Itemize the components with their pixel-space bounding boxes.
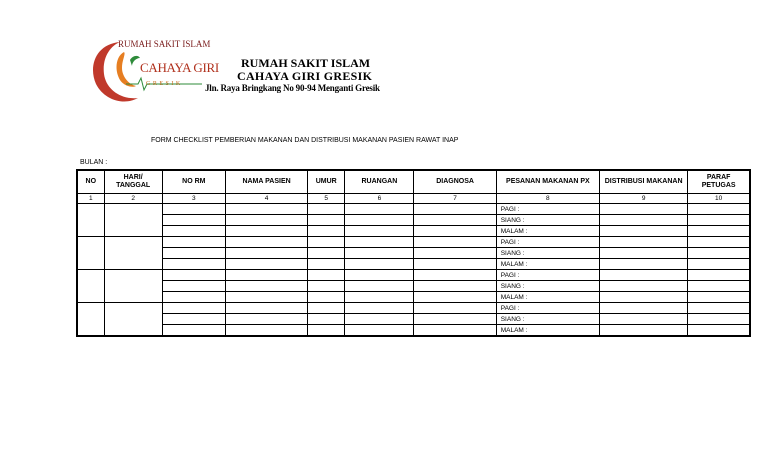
table-cell[interactable]: [308, 248, 345, 259]
meal-order-cell[interactable]: MALAM :: [496, 259, 599, 270]
table-cell[interactable]: [600, 270, 688, 281]
table-cell[interactable]: [345, 270, 414, 281]
hospital-address: Jln. Raya Bringkang No 90-94 Menganti Gresik: [205, 83, 380, 93]
table-cell[interactable]: [225, 259, 307, 270]
hospital-subname: CAHAYA GIRI GRESIK: [237, 69, 373, 83]
table-row: [77, 292, 750, 303]
table-cell[interactable]: [308, 270, 345, 281]
table-cell[interactable]: [162, 303, 225, 314]
table-cell[interactable]: [688, 226, 750, 237]
table-cell[interactable]: [162, 281, 225, 292]
column-number: 8: [496, 194, 599, 204]
table-cell[interactable]: [162, 270, 225, 281]
table-cell[interactable]: [308, 259, 345, 270]
table-cell[interactable]: [162, 226, 225, 237]
checklist-table: [76, 169, 751, 337]
table-cell[interactable]: [225, 325, 307, 337]
column-header: DISTRIBUSI MAKANAN: [600, 170, 688, 194]
table-cell[interactable]: [225, 303, 307, 314]
table-cell[interactable]: [162, 292, 225, 303]
table-cell[interactable]: [162, 215, 225, 226]
table-cell[interactable]: [308, 204, 345, 215]
column-header: PARAF PETUGAS: [688, 170, 750, 194]
table-cell[interactable]: [104, 237, 162, 270]
table-cell[interactable]: [414, 259, 496, 270]
meal-order-cell[interactable]: SIANG :: [496, 314, 599, 325]
meal-order-cell[interactable]: PAGI :: [496, 270, 599, 281]
table-cell[interactable]: [688, 248, 750, 259]
table-cell[interactable]: [688, 270, 750, 281]
table-cell[interactable]: [308, 325, 345, 337]
logo-text-hospital: RUMAH SAKIT ISLAM: [118, 39, 211, 49]
meal-order-cell[interactable]: PAGI :: [496, 204, 599, 215]
table-cell[interactable]: [688, 325, 750, 337]
table-row: [77, 204, 750, 215]
table-cell[interactable]: [104, 303, 162, 337]
table-cell[interactable]: [688, 237, 750, 248]
meal-order-cell[interactable]: SIANG :: [496, 215, 599, 226]
table-cell[interactable]: [600, 237, 688, 248]
column-number: 9: [600, 194, 688, 204]
table-cell[interactable]: [414, 237, 496, 248]
meal-order-cell[interactable]: PAGI :: [496, 303, 599, 314]
hospital-name: RUMAH SAKIT ISLAM: [241, 56, 371, 70]
column-number-row: [77, 194, 750, 204]
table-row: [77, 314, 750, 325]
column-number: 1: [77, 194, 104, 204]
column-number: 2: [104, 194, 162, 204]
table-cell[interactable]: [162, 248, 225, 259]
table-cell[interactable]: [414, 215, 496, 226]
table-row: [77, 237, 750, 248]
table-cell[interactable]: [77, 204, 104, 237]
column-header: HARI/ TANGGAL: [104, 170, 162, 194]
form-title: FORM CHECKLIST PEMBERIAN MAKANAN DAN DISTRIBUSI MAKANAN PASIEN RAWAT INAP: [151, 137, 459, 144]
table-cell[interactable]: [308, 226, 345, 237]
table-cell[interactable]: [308, 215, 345, 226]
column-header: PESANAN MAKANAN PX: [496, 170, 599, 194]
table-cell[interactable]: [162, 325, 225, 337]
table-cell[interactable]: [308, 281, 345, 292]
table-cell[interactable]: [414, 248, 496, 259]
column-header: NO RM: [162, 170, 225, 194]
table-cell[interactable]: [414, 292, 496, 303]
table-cell[interactable]: [414, 281, 496, 292]
logo-text-name: CAHAYA GIRI: [140, 60, 219, 75]
table-cell[interactable]: [77, 303, 104, 337]
table-cell[interactable]: [104, 204, 162, 237]
table-cell[interactable]: [414, 204, 496, 215]
table-cell[interactable]: [600, 248, 688, 259]
table-cell[interactable]: [688, 292, 750, 303]
table-cell[interactable]: [345, 215, 414, 226]
table-cell[interactable]: [162, 314, 225, 325]
table-cell[interactable]: [600, 204, 688, 215]
table-cell[interactable]: [600, 303, 688, 314]
table-row: [77, 248, 750, 259]
table-cell[interactable]: [225, 270, 307, 281]
table-cell[interactable]: [345, 314, 414, 325]
month-label: BULAN :: [80, 159, 108, 166]
column-header: UMUR: [308, 170, 345, 194]
meal-order-cell[interactable]: MALAM :: [496, 226, 599, 237]
table-cell[interactable]: [345, 248, 414, 259]
table-cell[interactable]: [600, 325, 688, 337]
table-cell[interactable]: [688, 215, 750, 226]
meal-order-cell[interactable]: PAGI :: [496, 237, 599, 248]
table-cell[interactable]: [600, 215, 688, 226]
table-cell[interactable]: [77, 237, 104, 270]
column-number: 4: [225, 194, 307, 204]
column-number: 10: [688, 194, 750, 204]
table-cell[interactable]: [308, 303, 345, 314]
table-row: [77, 215, 750, 226]
table-cell[interactable]: [345, 204, 414, 215]
table-cell[interactable]: [600, 259, 688, 270]
meal-order-cell[interactable]: MALAM :: [496, 325, 599, 337]
table-cell[interactable]: [688, 259, 750, 270]
table-cell[interactable]: [308, 237, 345, 248]
table-cell[interactable]: [345, 226, 414, 237]
table-cell[interactable]: [308, 314, 345, 325]
table-row: [77, 226, 750, 237]
table-cell[interactable]: [414, 270, 496, 281]
table-cell[interactable]: [600, 292, 688, 303]
meal-order-cell[interactable]: SIANG :: [496, 248, 599, 259]
table-cell[interactable]: [600, 314, 688, 325]
column-header: NAMA PASIEN: [225, 170, 307, 194]
column-header: DIAGNOSA: [414, 170, 496, 194]
table-cell[interactable]: [688, 303, 750, 314]
table-cell[interactable]: [162, 259, 225, 270]
table-cell[interactable]: [225, 237, 307, 248]
table-cell[interactable]: [414, 325, 496, 337]
table-cell[interactable]: [225, 215, 307, 226]
table-cell[interactable]: [600, 281, 688, 292]
table-cell[interactable]: [345, 281, 414, 292]
table-cell[interactable]: [600, 226, 688, 237]
logo-text-city: GRESIK: [146, 81, 183, 87]
table-cell[interactable]: [225, 248, 307, 259]
table-cell[interactable]: [688, 314, 750, 325]
table-cell[interactable]: [225, 204, 307, 215]
table-cell[interactable]: [225, 226, 307, 237]
table-cell[interactable]: [225, 281, 307, 292]
table-cell[interactable]: [104, 270, 162, 303]
table-cell[interactable]: [414, 314, 496, 325]
column-header: RUANGAN: [345, 170, 414, 194]
column-number: 3: [162, 194, 225, 204]
table-cell[interactable]: [225, 314, 307, 325]
table-row: [77, 303, 750, 314]
table-cell[interactable]: [162, 237, 225, 248]
column-number: 6: [345, 194, 414, 204]
table-cell[interactable]: [308, 292, 345, 303]
table-cell[interactable]: [688, 204, 750, 215]
table-cell[interactable]: [345, 303, 414, 314]
column-number: 7: [414, 194, 496, 204]
column-number: 5: [308, 194, 345, 204]
table-cell[interactable]: [225, 292, 307, 303]
table-cell[interactable]: [414, 226, 496, 237]
table-cell[interactable]: [77, 270, 104, 303]
meal-order-cell[interactable]: MALAM :: [496, 292, 599, 303]
table-row: [77, 259, 750, 270]
table-cell[interactable]: [345, 259, 414, 270]
table-cell[interactable]: [414, 303, 496, 314]
table-row: [77, 281, 750, 292]
table-cell[interactable]: [345, 292, 414, 303]
table-row: [77, 325, 750, 337]
table-cell[interactable]: [162, 204, 225, 215]
table-row: [77, 270, 750, 281]
table-cell[interactable]: [345, 325, 414, 337]
meal-order-cell[interactable]: SIANG :: [496, 281, 599, 292]
table-cell[interactable]: [345, 237, 414, 248]
table-header-row: [77, 170, 750, 194]
column-header: NO: [77, 170, 104, 194]
table-cell[interactable]: [688, 281, 750, 292]
